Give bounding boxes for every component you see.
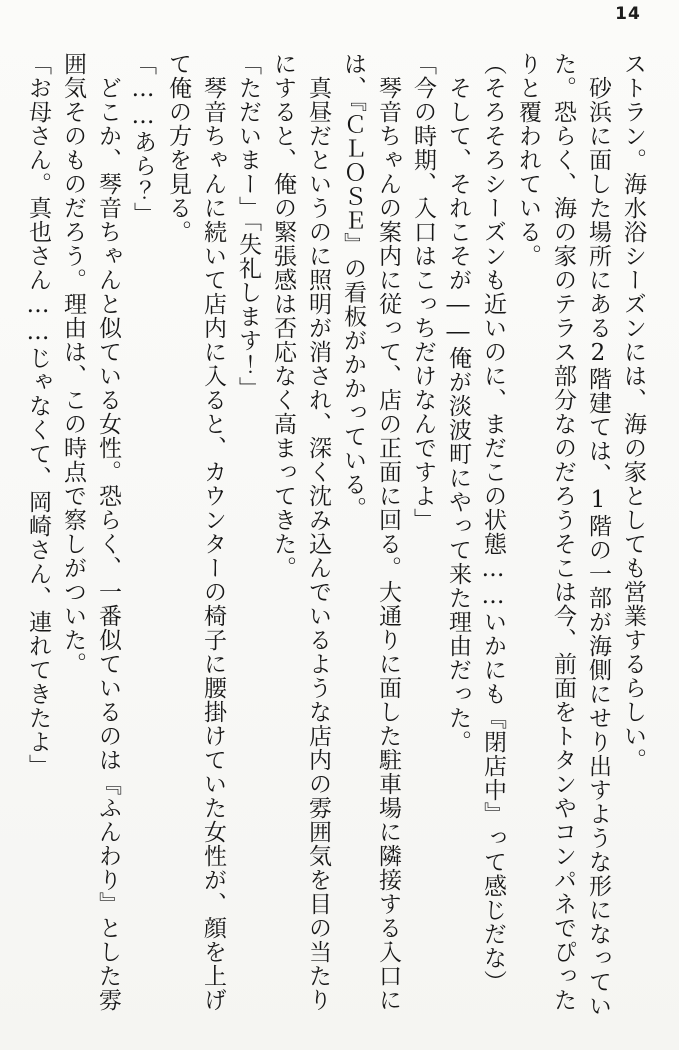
text-line: 「ただいまー」「失礼します！」 xyxy=(235,52,261,401)
text-line: 真昼だというのに照明が消され、深く沈み込んでいるような店内の雰囲気を目の当たり xyxy=(305,52,331,1012)
text-line: そして、それこそが――俺が淡波町にやって来た理由だった。 xyxy=(445,52,471,754)
text-line: どこか、琴音ちゃんと似ている女性。恐らく、一番似ているのは『ふんわり』とした雰 xyxy=(95,52,121,1012)
text-line: ストラン。海水浴シーズンには、海の家としても営業するらしい。 xyxy=(620,52,646,772)
text-line: は、『ＣＬＯＳＥ』の看板がかかっている。 xyxy=(340,52,366,521)
text-line: りと覆われている。 xyxy=(515,52,541,268)
text-line: 琴音ちゃんに続いて店内に入ると、カウンターの椅子に腰掛けていた女性が、顔を上げ xyxy=(200,52,226,1012)
text-line: 「お母さん。真也さん……じゃなくて、岡崎さん、連れてきたよ」 xyxy=(25,52,51,778)
text-line: て俺の方を見る。 xyxy=(165,52,191,244)
text-line: 「……あら？」 xyxy=(130,52,156,226)
text-line: 囲気そのものだろう。理由は、この時点で察しがついた。 xyxy=(60,52,86,676)
text-line: （そろそろシーズンも近いのに、まだこの状態……いかにも『閉店中』って感じだな） xyxy=(480,52,506,994)
vertical-text-block xyxy=(20,52,650,1042)
text-line: た。恐らく、海の家のテラス部分なのだろうそこは今、前面をトタンやコンパネでぴった xyxy=(550,52,576,1012)
text-line: 「今の時期、入口はこっちだけなんですよ」 xyxy=(410,52,436,532)
page-number: 14 xyxy=(615,4,641,24)
text-line: にすると、俺の緊張感は否応なく高まってきた。 xyxy=(270,52,296,580)
text-line: 琴音ちゃんの案内に従って、店の正面に回る。大通りに面した駐車場に隣接する入口に xyxy=(375,52,401,1012)
text-line: 砂浜に面した場所にある2階建ては、1階の一部が海側にせり出すような形になってい xyxy=(585,52,611,1018)
